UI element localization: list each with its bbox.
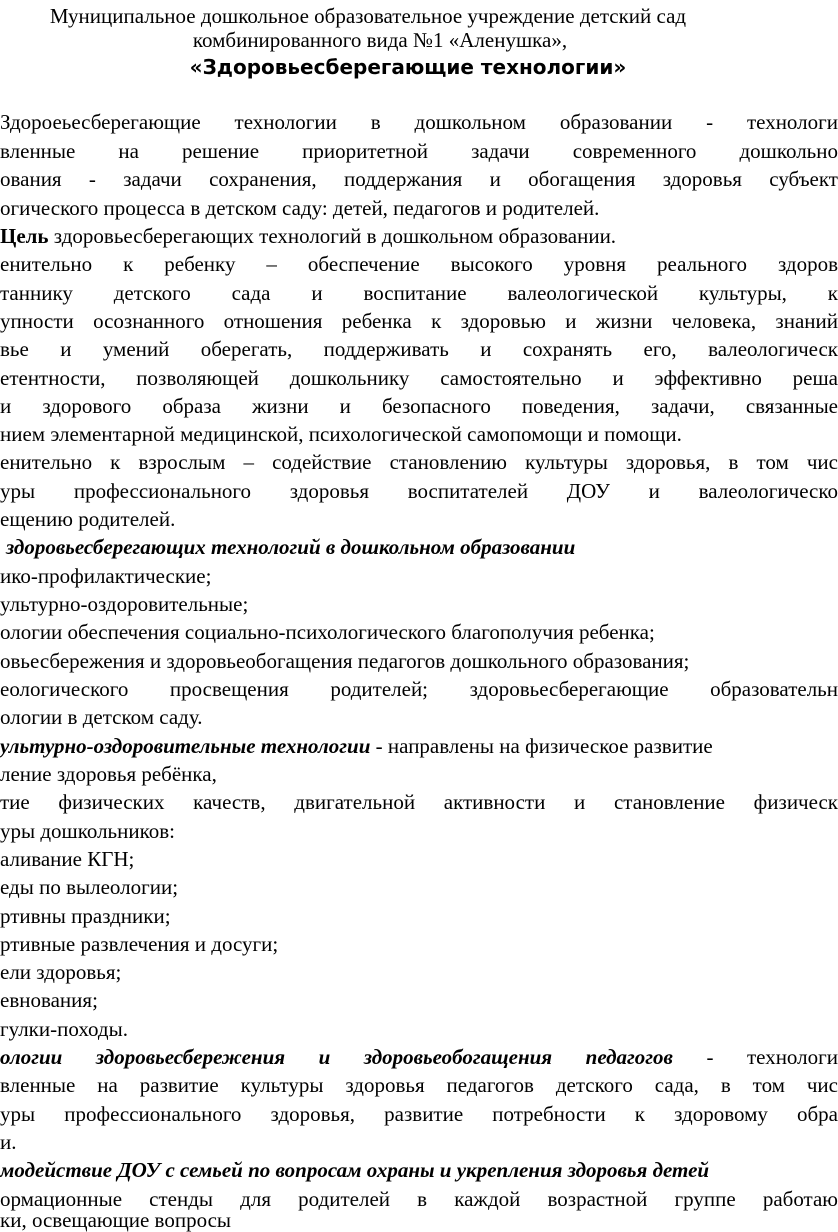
paragraph-line: огического процесса в детском саду: детей, педагогов и родителей.: [0, 196, 600, 220]
list-item: аливание КГН;: [0, 847, 135, 871]
paragraph-line: нием элементарной медицинской, психологической самопомощи и помощи.: [0, 422, 682, 446]
list-item: ологии обеспечения социально-психологического благополучия ребенка;: [0, 620, 655, 644]
paragraph-line: етентности, позволяющей дошкольнику самостоятельно и эффективно реша: [0, 366, 838, 390]
list-item: еологического просвещения родителей; здоровьесберегающие образовательн: [0, 677, 838, 701]
list-item: ультурно-оздоровительные;: [0, 592, 249, 616]
paragraph-line: уры профессионального здоровья, развитие потребности к здоровому обра: [0, 1102, 838, 1126]
section-heading-text: - направлены на физическое развитие: [370, 734, 713, 758]
paragraph-line: упности осознанного отношения ребенка к здоровью и жизни человека, знаний: [0, 309, 838, 333]
paragraph-line: ки, освещающие вопросы: [0, 1208, 232, 1232]
list-item: овьесбережения и здоровьеобогащения педагогов дошкольного образования;: [0, 649, 690, 673]
paragraph-line: енительно к взрослым – содействие становлению культуры здоровья, в том чис: [0, 450, 838, 474]
goal-label: Цель: [0, 224, 49, 248]
paragraph-line: вленные на развитие культуры здоровья педагогов детского сада, в том чис: [0, 1073, 838, 1097]
document-title: «Здоровьесберегающие технологии»: [189, 55, 627, 79]
list-item: ико-профилактические;: [0, 564, 212, 588]
paragraph-line: вленные на решение приоритетной задачи современного дошкольно: [0, 139, 838, 163]
goal-heading: [0, 224, 616, 248]
section-heading-text: - технологи: [672, 1045, 838, 1069]
paragraph-line: ление здоровья ребёнка,: [0, 762, 217, 786]
list-item: еды по вылеологии;: [0, 875, 179, 899]
paragraph-line: ещению родителей.: [0, 507, 176, 531]
list-item: ели здоровья;: [0, 960, 122, 984]
section-heading: [0, 734, 713, 758]
list-item: евнования;: [0, 988, 98, 1012]
section-heading-emphasis: ологии здоровьесбережения и здоровьеобогащения педагогов: [0, 1045, 673, 1069]
list-item: ртивны праздники;: [0, 904, 171, 928]
paragraph-line: вье и умений оберегать, поддерживать и сохранять его, валеологическ: [0, 337, 838, 361]
paragraph-line: ормационные стенды для родителей в каждой возрастной группе работаю: [0, 1187, 838, 1211]
paragraph-line: Здороеьесберегающие технологии в дошкольном образовании - технологи: [0, 110, 838, 134]
header-institution-line1: Муниципальное дошкольное образовательное учреждение детский сад: [49, 4, 687, 28]
paragraph-line: и здорового образа жизни и безопасного поведения, задачи, связанные: [0, 394, 838, 418]
list-item: ртивные развлечения и досуги;: [0, 932, 279, 956]
paragraph-line: и.: [0, 1130, 17, 1154]
paragraph-line: уры дошкольников:: [0, 819, 175, 843]
paragraph-line: енительно к ребенку – обеспечение высокого уровня реального здоров: [0, 252, 838, 276]
types-heading: здоровьесберегающих технологий в дошкольном образовании: [6, 535, 576, 559]
list-item: гулки-походы.: [0, 1017, 128, 1041]
section-heading: [0, 1045, 838, 1069]
paragraph-line: таннику детского сада и воспитание валеологической культуры, к: [0, 281, 838, 305]
goal-text: здоровьесберегающих технологий в дошкольном образовании.: [48, 224, 617, 248]
paragraph-line: ования - задачи сохранения, поддержания и обогащения здоровья субъект: [0, 167, 838, 191]
section-heading-emphasis: ультурно-оздоровительные технологии: [0, 734, 371, 758]
paragraph-line: тие физических качеств, двигательной активности и становление физическ: [0, 790, 838, 814]
header-institution-line2: комбинированного вида №1 «Аленушка»,: [192, 28, 568, 52]
paragraph-line: уры профессионального здоровья воспитателей ДОУ и валеологическо: [0, 479, 838, 503]
section-heading: модействие ДОУ с семьей по вопросам охраны и укрепления здоровья детей: [0, 1158, 710, 1182]
list-item: ологии в детском саду.: [0, 705, 203, 729]
